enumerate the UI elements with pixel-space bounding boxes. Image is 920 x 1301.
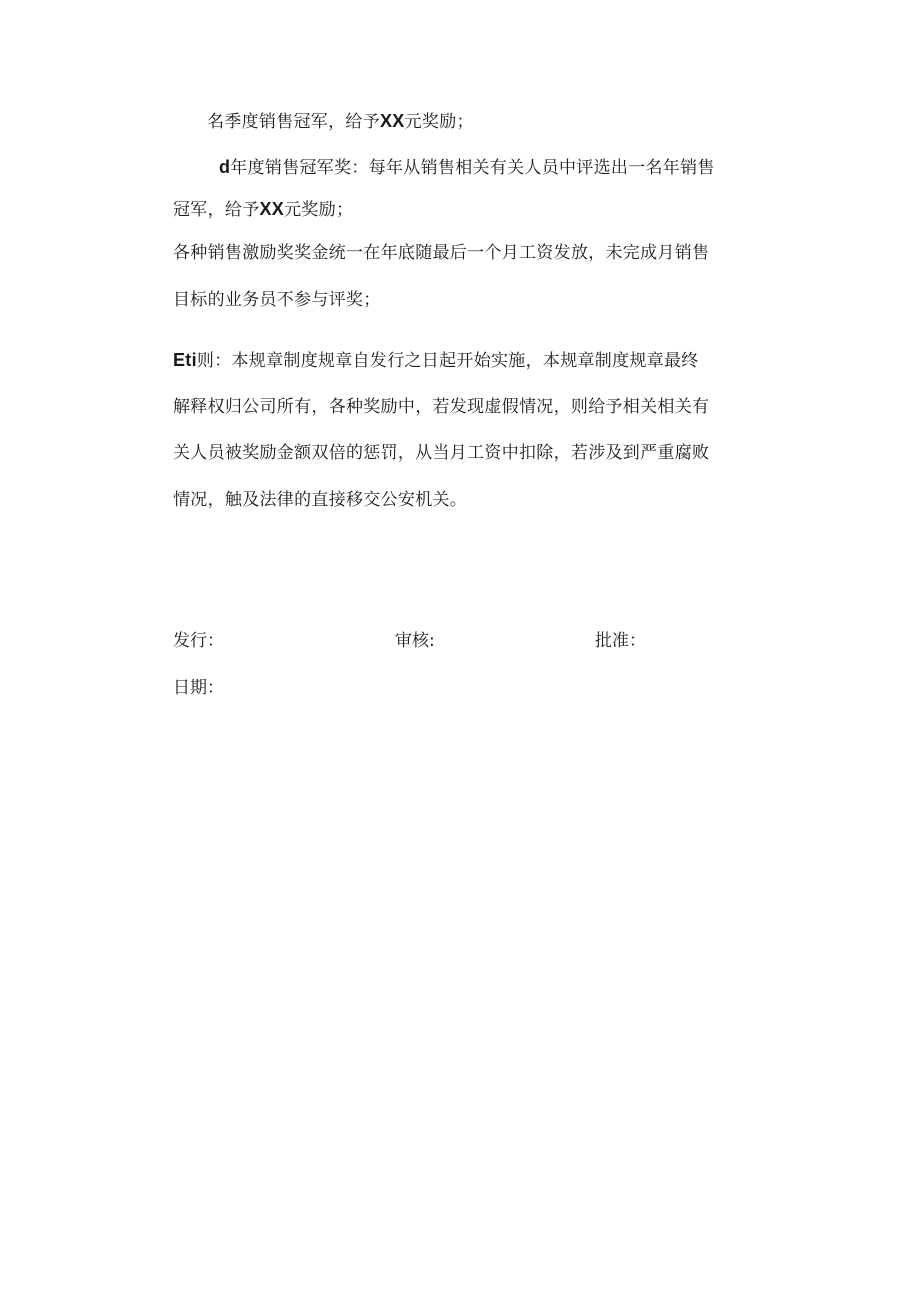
text-line-1 [207,111,474,132]
text-segment: 年度销售冠军奖：每年从销售相关有关人员中评选出一名年销售 [230,158,715,178]
text-segment: 冠军，给予 [173,200,260,220]
text-segment: 各种销售激励奖奖金统一在年底随最后一个月工资发放，未完成月销售 [173,243,710,263]
text-line-8 [173,443,709,463]
issue-label: 发行： [173,631,224,651]
bold-segment: XX [380,111,405,131]
text-line-4 [173,243,709,263]
text-line-3 [173,199,353,220]
text-segment: 元奖励； [404,112,474,132]
text-segment: 名季度销售冠军，给予 [207,112,380,132]
review-label: 审核: [395,631,435,651]
text-line-7 [173,397,709,417]
text-segment: 情况，触及法律的直接移交公安机关。 [173,490,468,510]
text-segment: 解释权归公司所有，各种奖励中，若发现虚假情况，则给予相关相关有 [173,397,710,417]
text-line-2 [219,157,715,178]
text-segment: 关人员被奖励金额双倍的惩罚，从当月工资中扣除，若涉及到严重腐败 [173,443,710,463]
text-segment: 目标的业务员不参与评奖； [173,290,381,310]
bold-segment: Eti [173,350,197,370]
text-line-6 [173,350,699,371]
text-line-9 [173,490,467,510]
bold-segment: d [219,157,231,177]
text-line-5 [173,290,381,310]
approve-label: 批准： [595,631,646,651]
date-label: 日期： [173,678,224,698]
text-segment: 元奖励； [284,200,354,220]
text-segment: 则：本规章制度规章自发行之日起开始实施，本规章制度规章最终 [196,351,699,371]
bold-segment: XX [259,199,285,219]
